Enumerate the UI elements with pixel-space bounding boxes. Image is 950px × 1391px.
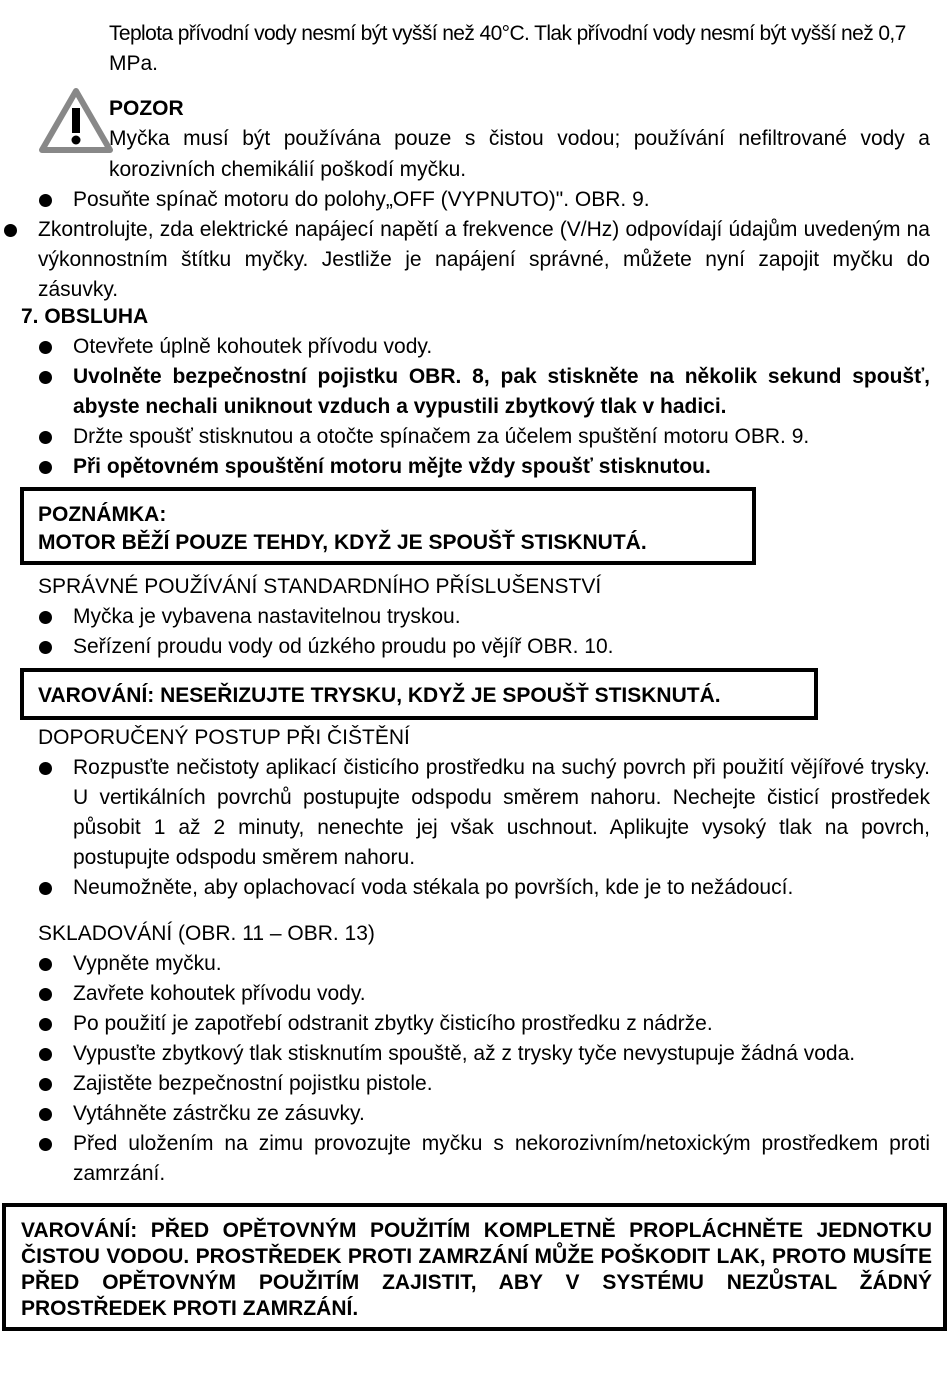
nozzle-warning-box	[20, 668, 818, 720]
bullet	[4, 224, 17, 237]
bullet	[39, 882, 52, 895]
note-title: POZNÁMKA:	[38, 503, 167, 526]
section-heading-storage: SKLADOVÁNÍ (OBR. 11 – OBR. 13)	[38, 922, 375, 945]
bullet	[39, 988, 52, 1001]
storage-item-5: Zajistěte bezpečnostní pojistku pistole.	[73, 1072, 433, 1095]
section-heading-accessories: SPRÁVNÉ POUŽÍVÁNÍ STANDARDNÍHO PŘÍSLUŠENSTVÍ	[38, 575, 602, 598]
operation-item-3: Držte spoušť stisknutou a otočte spínačem za účelem spuštění motoru OBR. 9.	[73, 425, 810, 448]
note-box	[20, 487, 756, 565]
bullet	[39, 194, 52, 207]
caution-line-2: korozivních chemikálií poškodí myčku.	[109, 158, 467, 181]
bullet	[39, 641, 52, 654]
final-warning-text: VAROVÁNÍ: PŘED OPĚTOVNÝM POUŽITÍM KOMPLETNĚ PROPLÁCHNĚTE JEDNOTKU ČISTOU VODOU. PROSTŘEDEK PROTI ZAMRZÁNÍ MŮŽE POŠKODIT LAK, PROTO MUSÍTE PŘED OPĚTOVNÝM POUŽITÍM ZAJISTIT, ABY V SYSTÉMU NEZŮSTAL ŽÁDNÝ PROSTŘEDEK PROTI ZAMRZÁNÍ.	[21, 1219, 932, 1320]
final-warning-box	[2, 1203, 947, 1331]
cleaning-item-1: Rozpusťte nečistoty aplikací čisticího prostředku na suchý povrch při použití vějířové trysky. U vertikálních povrchů postupujte odspodu směrem nahoru. Nechejte čisticí prostředek působit 1 až 2 minuty, nenechte jej však uschnout. Aplikujte vysoký tlak na povrch, postupujte odspodu směrem nahoru.	[73, 756, 930, 869]
bullet	[39, 1048, 52, 1061]
bullet	[39, 371, 52, 384]
warning-triangle-icon	[38, 86, 114, 156]
intro-line-2: MPa.	[109, 52, 159, 75]
bullet	[39, 958, 52, 971]
operation-item-2: Uvolněte bezpečnostní pojistku OBR. 8, pak stiskněte na několik sekund spoušť, abyste nechali uniknout vzduch a vypustili zbytkový tlak v hadici.	[73, 365, 930, 418]
storage-item-7: Před uložením na zimu provozujte myčku s nekorozivním/netoxickým prostředkem proti zamrzání.	[73, 1132, 930, 1185]
caution-line-1: Myčka musí být používána pouze s čistou vodou; používání nefiltrované vody a	[109, 127, 930, 150]
storage-item-4: Vypusťte zbytkový tlak stisknutím spouště, až z trysky tyče nevystupuje žádná voda.	[73, 1042, 856, 1065]
setup-item-1: Posuňte spínač motoru do polohy„OFF (VYPNUTO)". OBR. 9.	[73, 188, 650, 211]
bullet	[39, 762, 52, 775]
section-heading-operation: 7. OBSLUHA	[21, 305, 149, 328]
bullet	[39, 341, 52, 354]
intro-line-1: Teplota přívodní vody nesmí být vyšší než 40°C. Tlak přívodní vody nesmí být vyšší než 0,7	[109, 22, 906, 45]
accessories-item-1: Myčka je vybavena nastavitelnou tryskou.	[73, 605, 461, 628]
storage-item-6: Vytáhněte zástrčku ze zásuvky.	[73, 1102, 365, 1125]
caution-title: POZOR	[109, 97, 184, 120]
storage-item-1: Vypněte myčku.	[73, 952, 222, 975]
note-text: MOTOR BĚŽÍ POUZE TEHDY, KDYŽ JE SPOUŠŤ STISKNUTÁ.	[38, 531, 647, 554]
section-heading-cleaning: DOPORUČENÝ POSTUP PŘI ČIŠTĚNÍ	[38, 726, 410, 749]
bullet	[39, 1108, 52, 1121]
cleaning-item-2: Neumožněte, aby oplachovací voda stékala po površích, kde je to nežádoucí.	[73, 876, 794, 899]
bullet	[39, 1078, 52, 1091]
accessories-item-2: Seřízení proudu vody od úzkého proudu po vějíř OBR. 10.	[73, 635, 614, 658]
storage-item-3: Po použití je zapotřebí odstranit zbytky čisticího prostředku z nádrže.	[73, 1012, 713, 1035]
operation-item-4: Při opětovném spouštění motoru mějte vždy spoušť stisknutou.	[73, 455, 711, 478]
bullet	[39, 611, 52, 624]
bullet	[39, 461, 52, 474]
nozzle-warning-text: VAROVÁNÍ: NESEŘIZUJTE TRYSKU, KDYŽ JE SPOUŠŤ STISKNUTÁ.	[38, 684, 721, 707]
setup-item-2: Zkontrolujte, zda elektrické napájecí napětí a frekvence (V/Hz) odpovídají údajům uvedeným na výkonnostním štítku myčky. Jestliže je napájení správné, můžete nyní zapojit myčku do zásuvky.	[38, 218, 930, 301]
bullet	[39, 1138, 52, 1151]
bullet	[39, 1018, 52, 1031]
operation-item-1: Otevřete úplně kohoutek přívodu vody.	[73, 335, 433, 358]
bullet	[39, 431, 52, 444]
storage-item-2: Zavřete kohoutek přívodu vody.	[73, 982, 366, 1005]
